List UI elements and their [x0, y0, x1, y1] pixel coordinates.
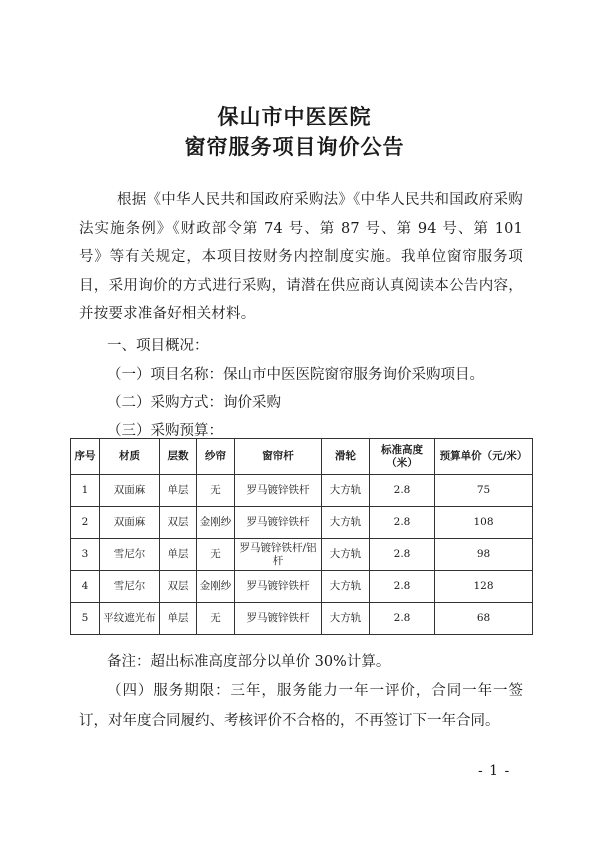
table-cell: 无 [197, 539, 235, 571]
table-cell: 108 [435, 507, 533, 539]
table-row [71, 475, 533, 507]
table-cell: 无 [197, 603, 235, 635]
table-cell: 68 [435, 603, 533, 635]
table-cell: 无 [197, 475, 235, 507]
table-cell: 金刚纱 [197, 571, 235, 603]
table-cell: 2.8 [370, 475, 435, 507]
table-cell: 2.8 [370, 507, 435, 539]
table-cell: 雪尼尔 [100, 571, 160, 603]
table-cell: 4 [71, 571, 100, 603]
table-cell: 98 [435, 539, 533, 571]
document-title-line1: 保山市中医医院 [217, 104, 372, 129]
col-header: 滑轮 [322, 439, 370, 475]
table-row [71, 539, 533, 571]
col-header: 窗帘杆 [235, 439, 322, 475]
table-cell: 罗马镀锌铁杆/铝杆 [235, 539, 322, 571]
table-cell: 单层 [160, 603, 197, 635]
table-cell: 5 [71, 603, 100, 635]
col-header: 标准高度（米） [370, 439, 435, 475]
table-cell: 大方轨 [322, 603, 370, 635]
table-cell: 2.8 [370, 603, 435, 635]
table-cell: 双面麻 [100, 475, 160, 507]
service-period-paragraph: （四）服务期限：三年，服务能力一年一评价，合同一年一签订，对年度合同履约、考核评价不合格的，不再签订下一年合同。 [79, 683, 523, 729]
table-cell: 金刚纱 [197, 507, 235, 539]
budget-table [70, 438, 533, 635]
col-header: 纱帘 [197, 439, 235, 475]
table-cell: 1 [71, 475, 100, 507]
table-note: 备注：超出标准高度部分以单价 30%计算。 [107, 654, 391, 670]
table-cell: 单层 [160, 475, 197, 507]
table-cell: 罗马镀锌铁杆 [235, 507, 322, 539]
procurement-budget-line: （三）采购预算： [107, 423, 223, 439]
col-header: 预算单价（元/米） [435, 439, 533, 475]
table-cell: 大方轨 [322, 571, 370, 603]
page-number: - 1 - [478, 763, 511, 779]
table-cell: 2 [71, 507, 100, 539]
table-cell: 双层 [160, 571, 197, 603]
procurement-method-line: （二）采购方式：询价采购 [107, 395, 281, 411]
table-cell: 双面麻 [100, 507, 160, 539]
table-cell: 2.8 [370, 539, 435, 571]
table-cell: 雪尼尔 [100, 539, 160, 571]
table-row [71, 571, 533, 603]
intro-paragraph: 根据《中华人民共和国政府采购法》《中华人民共和国政府采购法实施条例》《财政部令第 74 号、第 87 号、第 94 号、第 101 号》等有关规定，本项目按财务内控制度实施。我单位窗帘服务项目，采用询价的方式进行采购，请潜在供应商认真阅读本公告内容，并按要求准备好相关材料。 [79, 192, 523, 322]
table-cell: 双层 [160, 507, 197, 539]
table-cell: 75 [435, 475, 533, 507]
table-cell: 2.8 [370, 571, 435, 603]
project-name-line: （一）项目名称：保山市中医医院窗帘服务询价采购项目。 [107, 367, 484, 383]
table-cell: 128 [435, 571, 533, 603]
table-cell: 罗马镀锌铁杆 [235, 603, 322, 635]
table-cell: 罗马镀锌铁杆 [235, 475, 322, 507]
col-header: 材质 [100, 439, 160, 475]
table-cell: 罗马镀锌铁杆 [235, 571, 322, 603]
table-cell: 3 [71, 539, 100, 571]
document-title-line2: 窗帘服务项目询价公告 [184, 134, 405, 159]
col-header: 层数 [160, 439, 197, 475]
table-cell: 大方轨 [322, 475, 370, 507]
table-cell: 单层 [160, 539, 197, 571]
table-cell: 大方轨 [322, 507, 370, 539]
table-cell: 平纹遮光布 [100, 603, 160, 635]
table-row [71, 603, 533, 635]
section-heading-overview: 一、项目概况： [107, 338, 209, 354]
table-header-row [71, 439, 533, 475]
col-header: 序号 [71, 439, 100, 475]
table-row [71, 507, 533, 539]
table-cell: 大方轨 [322, 539, 370, 571]
